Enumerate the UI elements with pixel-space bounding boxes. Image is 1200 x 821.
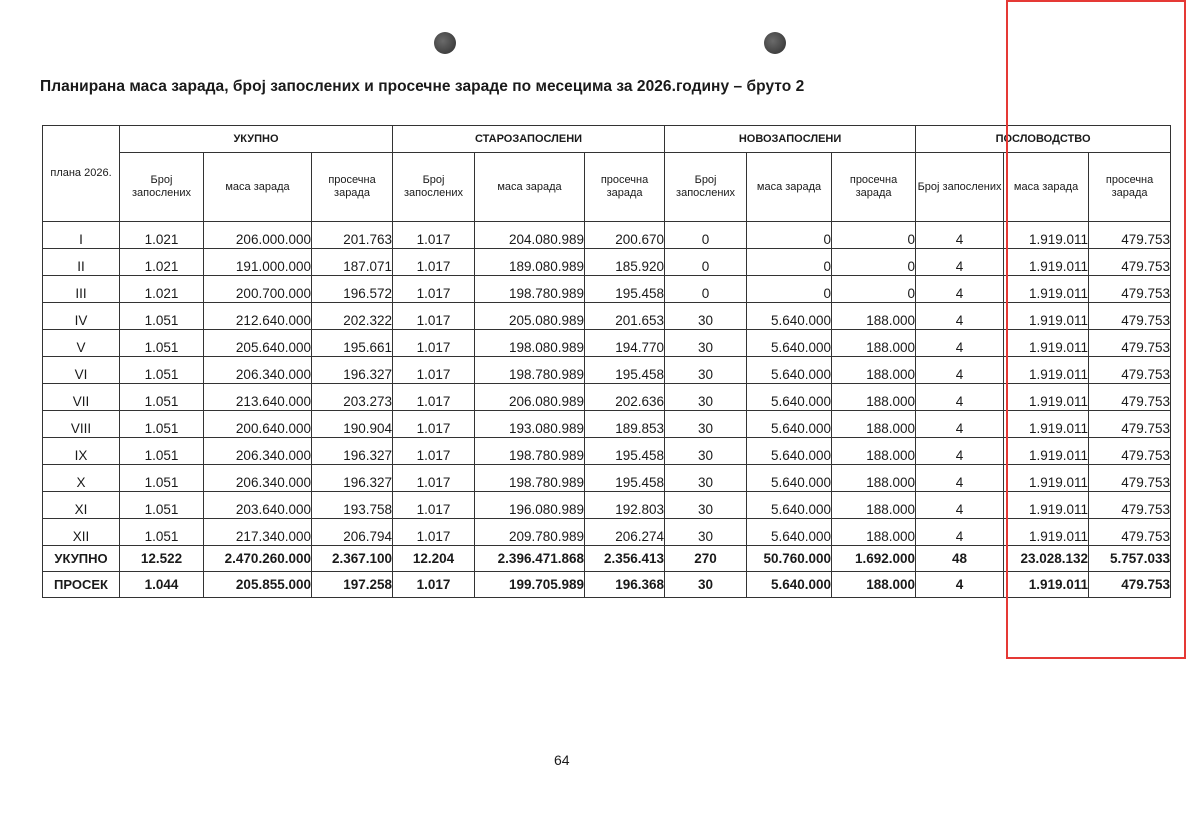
- total-value-cell: 50.760.000: [747, 546, 832, 572]
- total-value-cell: 205.855.000: [204, 572, 312, 598]
- value-cell: 4: [916, 249, 1004, 276]
- value-cell: 1.919.011: [1004, 492, 1089, 519]
- header-group-row: [43, 126, 1171, 153]
- value-cell: 200.700.000: [204, 276, 312, 303]
- value-cell: 5.640.000: [747, 384, 832, 411]
- total-value-cell: 1.017: [393, 572, 475, 598]
- value-cell: 202.322: [312, 303, 393, 330]
- total-label: ПРОСЕК: [43, 572, 120, 598]
- value-cell: 196.327: [312, 438, 393, 465]
- sub-header: Број запослених: [916, 153, 1004, 222]
- value-cell: 30: [665, 438, 747, 465]
- value-cell: 30: [665, 303, 747, 330]
- value-cell: 1.021: [120, 222, 204, 249]
- table-row: [43, 519, 1171, 546]
- value-cell: 188.000: [832, 411, 916, 438]
- value-cell: 0: [747, 276, 832, 303]
- value-cell: 198.780.989: [475, 357, 585, 384]
- value-cell: 195.458: [585, 438, 665, 465]
- sub-header: маса зарада: [747, 153, 832, 222]
- sub-header: Број запослених: [665, 153, 747, 222]
- value-cell: 187.071: [312, 249, 393, 276]
- total-value-cell: 479.753: [1089, 572, 1171, 598]
- total-value-cell: 2.367.100: [312, 546, 393, 572]
- value-cell: 196.327: [312, 465, 393, 492]
- value-cell: 5.640.000: [747, 303, 832, 330]
- value-cell: 479.753: [1089, 519, 1171, 546]
- value-cell: 193.080.989: [475, 411, 585, 438]
- value-cell: 205.640.000: [204, 330, 312, 357]
- month-cell: VI: [43, 357, 120, 384]
- value-cell: 479.753: [1089, 411, 1171, 438]
- value-cell: 1.051: [120, 330, 204, 357]
- value-cell: 1.017: [393, 357, 475, 384]
- value-cell: 1.051: [120, 411, 204, 438]
- total-value-cell: 5.640.000: [747, 572, 832, 598]
- value-cell: 1.919.011: [1004, 276, 1089, 303]
- table-row: [43, 438, 1171, 465]
- value-cell: 196.327: [312, 357, 393, 384]
- value-cell: 30: [665, 519, 747, 546]
- value-cell: 188.000: [832, 492, 916, 519]
- value-cell: 198.780.989: [475, 465, 585, 492]
- value-cell: 479.753: [1089, 438, 1171, 465]
- value-cell: 1.919.011: [1004, 411, 1089, 438]
- value-cell: 196.572: [312, 276, 393, 303]
- value-cell: 1.919.011: [1004, 222, 1089, 249]
- value-cell: 1.051: [120, 465, 204, 492]
- table-row: [43, 276, 1171, 303]
- value-cell: 195.458: [585, 276, 665, 303]
- value-cell: 1.051: [120, 303, 204, 330]
- month-rows: [43, 222, 1171, 546]
- value-cell: 0: [832, 249, 916, 276]
- table-row: [43, 384, 1171, 411]
- total-value-cell: 30: [665, 572, 747, 598]
- value-cell: 1.017: [393, 438, 475, 465]
- value-cell: 1.017: [393, 330, 475, 357]
- table-row: [43, 222, 1171, 249]
- value-cell: 1.017: [393, 384, 475, 411]
- total-value-cell: 199.705.989: [475, 572, 585, 598]
- value-cell: 4: [916, 519, 1004, 546]
- value-cell: 1.919.011: [1004, 384, 1089, 411]
- value-cell: 1.017: [393, 465, 475, 492]
- value-cell: 4: [916, 384, 1004, 411]
- total-value-cell: 2.396.471.868: [475, 546, 585, 572]
- total-value-cell: 2.470.260.000: [204, 546, 312, 572]
- value-cell: 188.000: [832, 303, 916, 330]
- row-label-header: плана 2026.: [43, 126, 120, 222]
- value-cell: 5.640.000: [747, 465, 832, 492]
- value-cell: 201.653: [585, 303, 665, 330]
- value-cell: 30: [665, 492, 747, 519]
- total-row: [43, 572, 1171, 598]
- value-cell: 190.904: [312, 411, 393, 438]
- table-row: [43, 330, 1171, 357]
- value-cell: 209.780.989: [475, 519, 585, 546]
- value-cell: 1.919.011: [1004, 330, 1089, 357]
- value-cell: 5.640.000: [747, 357, 832, 384]
- value-cell: 4: [916, 465, 1004, 492]
- value-cell: 479.753: [1089, 492, 1171, 519]
- salary-table: [42, 125, 1171, 598]
- value-cell: 1.017: [393, 519, 475, 546]
- value-cell: 1.919.011: [1004, 357, 1089, 384]
- sub-header: маса зарада: [475, 153, 585, 222]
- value-cell: 30: [665, 465, 747, 492]
- value-cell: 206.340.000: [204, 357, 312, 384]
- value-cell: 5.640.000: [747, 519, 832, 546]
- total-row: [43, 546, 1171, 572]
- value-cell: 4: [916, 438, 1004, 465]
- value-cell: 204.080.989: [475, 222, 585, 249]
- value-cell: 188.000: [832, 438, 916, 465]
- sub-header: просечна зарада: [585, 153, 665, 222]
- table-row: [43, 492, 1171, 519]
- sub-header: просечна зарада: [1089, 153, 1171, 222]
- month-cell: VIII: [43, 411, 120, 438]
- month-cell: X: [43, 465, 120, 492]
- value-cell: 200.670: [585, 222, 665, 249]
- value-cell: 1.051: [120, 357, 204, 384]
- value-cell: 0: [832, 276, 916, 303]
- value-cell: 30: [665, 357, 747, 384]
- value-cell: 206.000.000: [204, 222, 312, 249]
- month-cell: VII: [43, 384, 120, 411]
- value-cell: 196.080.989: [475, 492, 585, 519]
- header-sub-row: [43, 153, 1171, 222]
- value-cell: 191.000.000: [204, 249, 312, 276]
- table-row: [43, 411, 1171, 438]
- table-row: [43, 465, 1171, 492]
- month-cell: IV: [43, 303, 120, 330]
- value-cell: 1.017: [393, 303, 475, 330]
- value-cell: 1.919.011: [1004, 519, 1089, 546]
- month-cell: I: [43, 222, 120, 249]
- value-cell: 479.753: [1089, 276, 1171, 303]
- value-cell: 200.640.000: [204, 411, 312, 438]
- value-cell: 30: [665, 384, 747, 411]
- total-value-cell: 23.028.132: [1004, 546, 1089, 572]
- sub-header: просечна зарада: [312, 153, 393, 222]
- sub-header: Број запослених: [393, 153, 475, 222]
- value-cell: 203.273: [312, 384, 393, 411]
- sub-header: Број запослених: [120, 153, 204, 222]
- table-row: [43, 249, 1171, 276]
- total-value-cell: 5.757.033: [1089, 546, 1171, 572]
- value-cell: 0: [747, 249, 832, 276]
- group-header-poslovodstvo: ПОСЛОВОДСТВО: [916, 126, 1171, 153]
- highlight-box: [1006, 0, 1186, 659]
- value-cell: 0: [665, 276, 747, 303]
- total-value-cell: 12.522: [120, 546, 204, 572]
- month-cell: V: [43, 330, 120, 357]
- value-cell: 201.763: [312, 222, 393, 249]
- value-cell: 4: [916, 303, 1004, 330]
- value-cell: 4: [916, 411, 1004, 438]
- sub-header: маса зарада: [1004, 153, 1089, 222]
- value-cell: 479.753: [1089, 330, 1171, 357]
- value-cell: 0: [832, 222, 916, 249]
- value-cell: 4: [916, 222, 1004, 249]
- value-cell: 188.000: [832, 384, 916, 411]
- value-cell: 194.770: [585, 330, 665, 357]
- value-cell: 0: [665, 249, 747, 276]
- total-value-cell: 48: [916, 546, 1004, 572]
- value-cell: 1.919.011: [1004, 303, 1089, 330]
- sub-header: просечна зарада: [832, 153, 916, 222]
- value-cell: 30: [665, 330, 747, 357]
- document-title: Планирана маса зарада, број запослених и просечне зараде по месецима за 2026.годину – бруто 2: [40, 78, 805, 95]
- value-cell: 206.340.000: [204, 465, 312, 492]
- total-value-cell: 196.368: [585, 572, 665, 598]
- value-cell: 5.640.000: [747, 330, 832, 357]
- total-rows: [43, 546, 1171, 598]
- total-value-cell: 4: [916, 572, 1004, 598]
- value-cell: 203.640.000: [204, 492, 312, 519]
- value-cell: 198.780.989: [475, 276, 585, 303]
- value-cell: 1.919.011: [1004, 438, 1089, 465]
- value-cell: 1.051: [120, 519, 204, 546]
- punch-hole-left: [434, 32, 456, 54]
- page-number: 64: [554, 752, 570, 768]
- value-cell: 188.000: [832, 465, 916, 492]
- value-cell: 30: [665, 411, 747, 438]
- month-cell: III: [43, 276, 120, 303]
- value-cell: 188.000: [832, 357, 916, 384]
- month-cell: II: [43, 249, 120, 276]
- value-cell: 188.000: [832, 519, 916, 546]
- total-value-cell: 1.692.000: [832, 546, 916, 572]
- value-cell: 1.021: [120, 249, 204, 276]
- group-header-novozaposleni: НОВОЗАПОСЛЕНИ: [665, 126, 916, 153]
- sub-header: маса зарада: [204, 153, 312, 222]
- punch-hole-right: [764, 32, 786, 54]
- value-cell: 195.458: [585, 357, 665, 384]
- value-cell: 202.636: [585, 384, 665, 411]
- value-cell: 479.753: [1089, 303, 1171, 330]
- value-cell: 1.021: [120, 276, 204, 303]
- value-cell: 206.794: [312, 519, 393, 546]
- value-cell: 5.640.000: [747, 411, 832, 438]
- value-cell: 479.753: [1089, 222, 1171, 249]
- value-cell: 1.051: [120, 384, 204, 411]
- value-cell: 1.051: [120, 438, 204, 465]
- value-cell: 1.017: [393, 276, 475, 303]
- value-cell: 217.340.000: [204, 519, 312, 546]
- value-cell: 206.274: [585, 519, 665, 546]
- total-value-cell: 1.044: [120, 572, 204, 598]
- total-value-cell: 197.258: [312, 572, 393, 598]
- value-cell: 205.080.989: [475, 303, 585, 330]
- value-cell: 192.803: [585, 492, 665, 519]
- month-cell: XI: [43, 492, 120, 519]
- value-cell: 5.640.000: [747, 438, 832, 465]
- value-cell: 4: [916, 276, 1004, 303]
- value-cell: 189.853: [585, 411, 665, 438]
- value-cell: 198.080.989: [475, 330, 585, 357]
- value-cell: 213.640.000: [204, 384, 312, 411]
- value-cell: 185.920: [585, 249, 665, 276]
- value-cell: 0: [747, 222, 832, 249]
- group-header-starozaposleni: СТАРОЗАПОСЛЕНИ: [393, 126, 665, 153]
- total-value-cell: 12.204: [393, 546, 475, 572]
- total-value-cell: 1.919.011: [1004, 572, 1089, 598]
- value-cell: 212.640.000: [204, 303, 312, 330]
- total-value-cell: 188.000: [832, 572, 916, 598]
- value-cell: 1.017: [393, 411, 475, 438]
- value-cell: 189.080.989: [475, 249, 585, 276]
- value-cell: 195.661: [312, 330, 393, 357]
- value-cell: 4: [916, 357, 1004, 384]
- value-cell: 193.758: [312, 492, 393, 519]
- value-cell: 479.753: [1089, 357, 1171, 384]
- table-row: [43, 357, 1171, 384]
- month-cell: IX: [43, 438, 120, 465]
- value-cell: 188.000: [832, 330, 916, 357]
- value-cell: 5.640.000: [747, 492, 832, 519]
- value-cell: 479.753: [1089, 384, 1171, 411]
- value-cell: 4: [916, 492, 1004, 519]
- value-cell: 206.340.000: [204, 438, 312, 465]
- group-header-ukupno: УКУПНО: [120, 126, 393, 153]
- value-cell: 1.017: [393, 222, 475, 249]
- value-cell: 195.458: [585, 465, 665, 492]
- value-cell: 1.017: [393, 249, 475, 276]
- value-cell: 1.017: [393, 492, 475, 519]
- value-cell: 479.753: [1089, 249, 1171, 276]
- value-cell: 1.919.011: [1004, 465, 1089, 492]
- total-value-cell: 2.356.413: [585, 546, 665, 572]
- table-row: [43, 303, 1171, 330]
- value-cell: 1.919.011: [1004, 249, 1089, 276]
- month-cell: XII: [43, 519, 120, 546]
- total-label: УКУПНО: [43, 546, 120, 572]
- value-cell: 4: [916, 330, 1004, 357]
- value-cell: 0: [665, 222, 747, 249]
- value-cell: 479.753: [1089, 465, 1171, 492]
- value-cell: 206.080.989: [475, 384, 585, 411]
- value-cell: 1.051: [120, 492, 204, 519]
- value-cell: 198.780.989: [475, 438, 585, 465]
- total-value-cell: 270: [665, 546, 747, 572]
